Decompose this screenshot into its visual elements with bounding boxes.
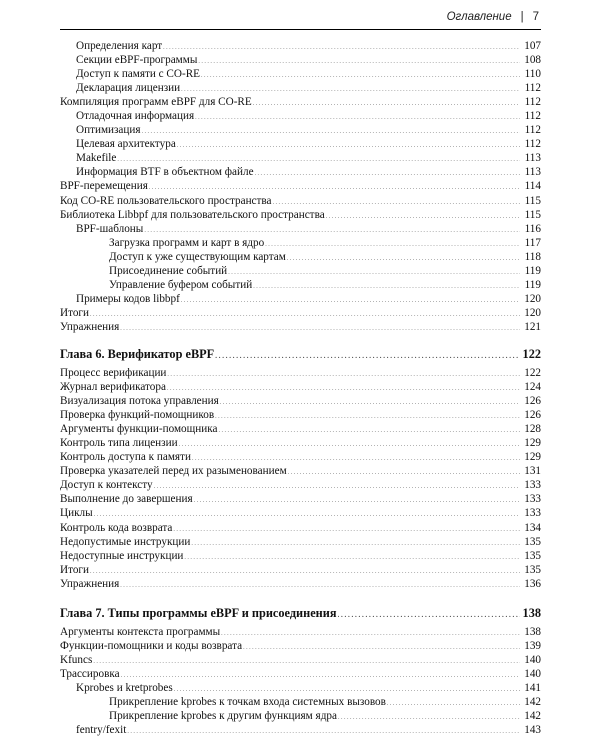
toc-page-number: 141 [524,681,541,694]
toc-entry[interactable] [60,667,541,681]
toc-page-number: 140 [524,667,541,680]
toc-entry-title: Трассировка [60,667,120,680]
toc-entry-title: Декларация лицензии [76,82,181,95]
toc-page-number: 116 [524,222,541,235]
toc-entry-title: Присоединение событий [109,264,228,277]
toc-page-number: 112 [524,110,541,123]
toc-entry[interactable] [60,95,541,109]
toc-entry[interactable] [60,695,541,709]
toc-chapter-heading[interactable] [60,606,541,621]
toc-entry[interactable] [60,137,541,151]
running-header [447,9,539,25]
toc-entry[interactable] [60,320,541,334]
toc-entry[interactable] [60,53,541,67]
toc-chapter-heading[interactable] [60,347,541,362]
toc-entry[interactable] [60,194,541,208]
toc-entry-title: Доступ к уже существующим картам [109,250,286,263]
toc-entry-title: Управление буфером событий [109,278,253,291]
toc-page-number: 112 [524,82,541,95]
toc-entry[interactable] [60,521,541,535]
toc-page-number: 112 [524,96,541,109]
toc-entry-title: Примеры кодов libbpf [76,292,180,305]
toc-entry-title: Недопустимые инструкции [60,535,191,548]
toc-entry[interactable] [60,681,541,695]
toc-page-number: 115 [524,208,541,221]
toc-entry[interactable] [60,250,541,264]
toc-entry-title: BPF-шаблоны [76,222,144,235]
toc-entry-title: Определения карт [76,40,163,52]
toc-entry[interactable] [60,39,541,53]
header-rule [60,29,541,30]
toc-entry[interactable] [60,549,541,563]
toc-entry-title: Аргументы функции-помощника [60,423,218,436]
toc-entry[interactable] [60,478,541,492]
toc-entry[interactable] [60,123,541,137]
toc-page-number: 118 [524,250,541,263]
table-of-contents [60,39,541,737]
toc-entry[interactable] [60,366,541,380]
toc-entry[interactable] [60,450,541,464]
toc-entry[interactable] [60,394,541,408]
toc-entry-title: Контроль доступа к памяти [60,451,191,464]
toc-entry[interactable] [60,577,541,591]
toc-entry-title: Загрузка программ и карт в ядро [109,236,265,249]
toc-page-number: 140 [524,653,541,666]
toc-entry-title: Проверка функций-помощников [60,409,215,422]
toc-page-number: 131 [524,465,541,478]
toc-page-number: 119 [524,264,541,277]
toc-page-number: 135 [524,549,541,562]
toc-entry-title: Итоги [60,306,89,319]
toc-page-number: 129 [524,451,541,464]
toc-page-number: 129 [524,437,541,450]
toc-entry-title: Контроль типа лицензии [60,437,178,450]
toc-page-number: 124 [524,381,541,394]
toc-entry-title: Циклы [60,507,93,520]
toc-page-number: 112 [524,124,541,137]
toc-entry-title: Kfuncs [60,653,93,666]
toc-entry[interactable] [60,436,541,450]
toc-entry[interactable] [60,67,541,81]
toc-page-number: 122 [524,366,541,379]
toc-page-number: 142 [524,710,541,723]
toc-page-number: 113 [524,152,541,165]
toc-entry-title: Makefile [76,152,117,165]
toc-page-number: 136 [524,577,541,590]
toc-page-number: 114 [524,180,541,193]
toc-page-number: 115 [524,194,541,207]
toc-entry[interactable] [60,464,541,478]
toc-entry-title: Целевая архитектура [76,138,176,151]
toc-entry[interactable] [60,165,541,179]
toc-entry[interactable] [60,264,541,278]
toc-entry[interactable] [60,222,541,236]
toc-entry-title: Итоги [60,563,89,576]
toc-page-number: 112 [524,138,541,151]
toc-entry[interactable] [60,653,541,667]
toc-entry-title: Код CO-RE пользовательского пространства [60,194,272,207]
toc-entry[interactable] [60,422,541,436]
toc-entry-title: Прикрепление kprobes к другим функциям ядра [109,710,337,723]
toc-entry-title: Недоступные инструкции [60,549,184,562]
toc-entry-title: Упражнения [60,577,120,590]
toc-page-number: 133 [524,479,541,492]
toc-entry[interactable] [60,535,541,549]
toc-dot-leader [338,606,521,623]
toc-entry-title: Доступ к контексту [60,479,153,492]
toc-page-number: 143 [524,724,541,737]
header-separator: | [520,11,524,23]
toc-page-number: 135 [524,535,541,548]
toc-page-number: 126 [524,409,541,422]
toc-entry[interactable] [60,408,541,422]
toc-entry-title: Kprobes и kretprobes [76,681,173,694]
toc-page-number: 120 [524,292,541,305]
toc-page-number: 121 [524,320,541,333]
toc-page-number: 107 [524,40,541,52]
toc-entry[interactable] [60,709,541,723]
toc-entry[interactable] [60,639,541,653]
toc-entry[interactable] [60,492,541,506]
toc-dot-leader [120,577,520,593]
toc-page-number: 110 [524,68,541,81]
toc-entry-title: Упражнения [60,320,120,333]
toc-page-number: 138 [522,605,541,620]
toc-page-number: 117 [524,236,541,249]
toc-entry-title: Журнал верификатора [60,381,166,394]
toc-entry-title: Секции eBPF-программы [76,54,198,67]
toc-dot-leader [127,723,520,739]
toc-page-number: 108 [524,54,541,67]
toc-entry[interactable] [60,723,541,737]
toc-page-number: 120 [524,306,541,319]
toc-entry[interactable] [60,208,541,222]
toc-page-number: 128 [524,423,541,436]
toc-entry[interactable] [60,625,541,639]
toc-page-number: 133 [524,507,541,520]
header-page-number: 7 [532,11,539,23]
toc-entry-title: Визуализация потока управления [60,395,219,408]
toc-entry-title: Проверка указателей перед их разыменованием [60,465,287,478]
toc-entry[interactable] [60,179,541,193]
toc-entry[interactable] [60,380,541,394]
toc-entry-title: Оптимизация [76,124,141,137]
toc-page-number: 119 [524,278,541,291]
toc-page-number: 122 [522,346,541,361]
toc-entry-title: BPF-перемещения [60,180,148,193]
toc-page-number: 142 [524,695,541,708]
toc-entry-title: Прикрепление kprobes к точкам входа системных вызовов [109,695,386,708]
toc-entry-title: Аргументы контекста программы [60,625,221,638]
toc-page-number: 134 [524,521,541,534]
toc-entry[interactable] [60,563,541,577]
toc-entry[interactable] [60,81,541,95]
toc-entry[interactable] [60,236,541,250]
toc-entry-title: fentry/fexit [76,724,127,737]
toc-entry-title: Процесс верификации [60,366,167,379]
toc-entry-title: Функции-помощники и коды возврата [60,639,243,652]
toc-page-number: 126 [524,395,541,408]
toc-entry-title: Информация BTF в объектном файле [76,166,254,179]
toc-entry[interactable] [60,292,541,306]
toc-page-number: 138 [524,625,541,638]
toc-entry-title: Контроль кода возврата [60,521,173,534]
header-title: Оглавление [446,11,512,23]
toc-entry-title: Компиляция программ eBPF для CO-RE [60,96,252,109]
toc-entry[interactable] [60,109,541,123]
toc-entry-title: Библиотека Libbpf для пользовательского пространства [60,208,325,221]
toc-page-number: 113 [524,166,541,179]
toc-page-number: 135 [524,563,541,576]
toc-dot-leader [120,320,520,336]
toc-entry[interactable] [60,278,541,292]
toc-page-number: 139 [524,639,541,652]
toc-entry-title: Доступ к памяти с CO-RE [76,68,200,81]
toc-entry-title: Глава 6. Верификатор eBPF [60,346,215,361]
toc-entry[interactable] [60,506,541,520]
toc-page-number: 133 [524,493,541,506]
toc-entry-title: Выполнение до завершения [60,493,193,506]
toc-entry-title: Отладочная информация [76,110,195,123]
toc-entry[interactable] [60,306,541,320]
toc-entry-title: Глава 7. Типы программы eBPF и присоединения [60,605,337,620]
toc-entry[interactable] [60,151,541,165]
toc-dot-leader [215,347,520,364]
